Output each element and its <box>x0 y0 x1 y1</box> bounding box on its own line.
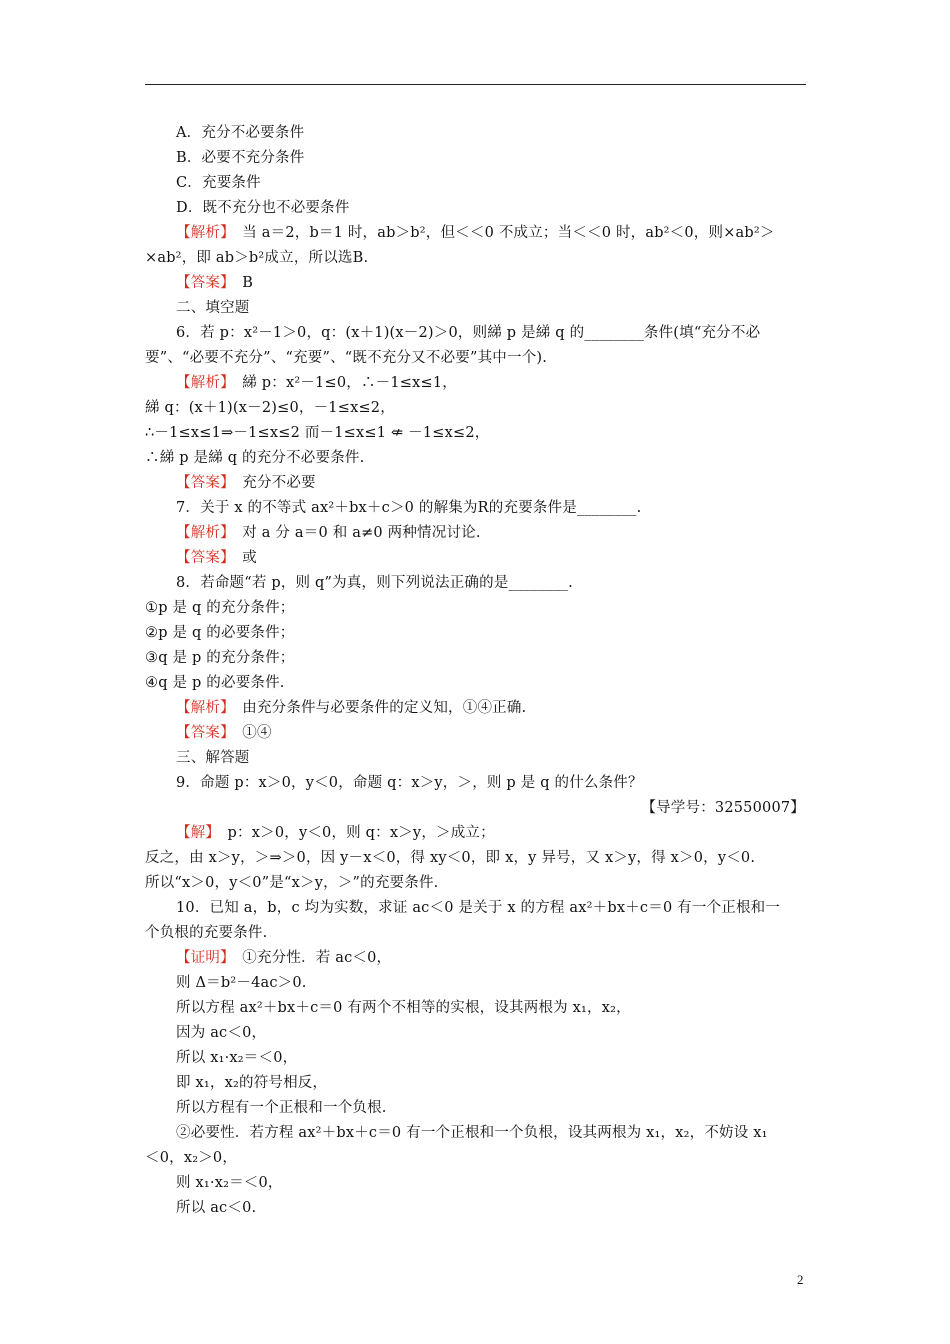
line-text: 因为 ac＜0， <box>176 1025 267 1041</box>
section-tag: 【答案】 <box>176 725 228 741</box>
text-line <box>176 1023 266 1043</box>
line-text: 【导学号：32550007】 <box>641 800 805 816</box>
line-text: 则 x₁·x₂＝＜0， <box>176 1175 283 1191</box>
line-text: p：x＞0，y＜0，则 q：x＞y，＞成立； <box>212 825 495 841</box>
text-line <box>176 1173 283 1193</box>
line-text: ④q 是 p 的必要条件. <box>145 675 285 691</box>
text-line <box>176 1198 256 1218</box>
line-text: 所以 ac＜0. <box>176 1200 257 1216</box>
text-line <box>145 923 267 943</box>
line-text: 所以“x＞0，y＜0”是“x＞y，＞”的充要条件. <box>145 875 439 891</box>
line-text: 或 <box>227 550 257 566</box>
text-line <box>145 423 489 443</box>
text-line <box>176 473 316 493</box>
line-text: ×ab²，即 ab＞b²成立，所以选B. <box>145 250 369 266</box>
text-line <box>176 273 253 293</box>
text-line <box>176 1048 297 1068</box>
section-tag: 【解析】 <box>176 375 228 391</box>
header-rule <box>145 84 806 85</box>
line-text: 当 a＝2，b＝1 时，ab＞b²，但＜＜0 不成立；当＜＜0 时，ab²＜0，则×ab²＞ <box>227 225 775 241</box>
line-text: 二、填空题 <box>176 300 250 316</box>
line-text: 要”、“必要不充分”、“充要”、“既不充分又不必要”其中一个). <box>145 350 548 366</box>
text-line <box>176 373 457 393</box>
text-line <box>176 1098 387 1118</box>
line-text: 綈 q：(x＋1)(x－2)≤0，－1≤x≤2， <box>145 400 395 416</box>
line-text: 所以方程 ax²＋bx＋c＝0 有两个不相等的实根，设其两根为 x₁，x₂， <box>176 1000 631 1016</box>
line-text: ∴綈 p 是綈 q 的充分不必要条件. <box>145 450 365 466</box>
line-text: 个负根的充要条件. <box>145 925 268 941</box>
line-text: B．必要不充分条件 <box>176 150 305 166</box>
page-number: 2 <box>797 1272 804 1287</box>
line-text: C．充要条件 <box>176 175 261 191</box>
line-text: 三、解答题 <box>176 750 250 766</box>
line-text: 所以 x₁·x₂＝＜0， <box>176 1050 298 1066</box>
section-tag: 【证明】 <box>176 950 228 966</box>
line-text: D．既不充分也不必要条件 <box>176 200 350 216</box>
text-line <box>176 948 391 968</box>
line-text: B <box>227 275 254 291</box>
text-line <box>176 573 573 593</box>
text-line <box>176 123 304 143</box>
text-line <box>176 773 643 793</box>
text-line <box>176 748 250 768</box>
text-line <box>176 223 775 243</box>
text-line <box>176 323 760 343</box>
text-line <box>145 448 364 468</box>
line-text: ①充分性．若 ac＜0， <box>227 950 392 966</box>
line-text: 所以方程有一个正根和一个负根. <box>176 1100 387 1116</box>
text-line <box>176 898 780 918</box>
line-text: 6．若 p：x²－1＞0，q：(x＋1)(x－2)＞0，则綈 p 是綈 q 的________条件(填“充分不必 <box>176 325 761 341</box>
line-text: A．充分不必要条件 <box>176 125 305 141</box>
line-text: ②必要性．若方程 ax²＋bx＋c＝0 有一个正根和一个负根，设其两根为 x₁，x₂，不妨设 x₁ <box>176 1125 768 1141</box>
line-text: 反之，由 x＞y，＞⇒＞0，因 y－x＜0，得 xy＜0，即 x，y 异号，又 x＞y，得 x＞0，y＜0. <box>145 850 756 866</box>
line-text: ①④ <box>227 725 272 741</box>
line-text: ∴－1≤x≤1⇒－1≤x≤2 而－1≤x≤1 ⇍ －1≤x≤2， <box>145 425 490 441</box>
line-text: 9．命题 p：x＞0，y＜0，命题 q：x＞y，＞，则 p 是 q 的什么条件？ <box>176 775 643 791</box>
line-text: 10．已知 a，b，c 均为实数，求证 ac＜0 是关于 x 的方程 ax²＋bx＋c＝0 有一个正根和一 <box>176 900 781 916</box>
line-text: ＜0，x₂＞0， <box>145 1150 238 1166</box>
text-line <box>176 698 526 718</box>
line-text: 8．若命题“若 p，则 q”为真，则下列说法正确的是________. <box>176 575 573 591</box>
text-line <box>176 148 304 168</box>
section-tag: 【答案】 <box>176 475 228 491</box>
text-line <box>176 498 641 518</box>
text-line <box>176 998 631 1018</box>
line-text: 綈 p：x²－1≤0，∴－1≤x≤1， <box>227 375 457 391</box>
text-line <box>176 973 307 993</box>
section-tag: 【解析】 <box>176 525 228 541</box>
text-line <box>145 348 547 368</box>
line-text: ②p 是 q 的必要条件； <box>145 625 295 641</box>
line-text: 7．关于 x 的不等式 ax²＋bx＋c＞0 的解集为R的充要条件是________. <box>176 500 642 516</box>
text-line <box>176 723 272 743</box>
text-line <box>145 598 295 618</box>
text-line <box>176 173 261 193</box>
text-line <box>145 648 295 668</box>
section-tag: 【答案】 <box>176 550 228 566</box>
text-line <box>145 1148 237 1168</box>
section-tag: 【解析】 <box>176 225 228 241</box>
text-line <box>176 823 495 843</box>
text-line <box>145 673 285 693</box>
line-text: 即 x₁，x₂的符号相反， <box>176 1075 328 1091</box>
line-text: 充分不必要 <box>227 475 316 491</box>
text-line <box>145 623 295 643</box>
line-text: ①p 是 q 的充分条件； <box>145 600 295 616</box>
text-line <box>145 248 368 268</box>
text-line <box>176 523 481 543</box>
section-tag: 【解析】 <box>176 700 228 716</box>
text-line <box>176 1123 768 1143</box>
text-line <box>176 1073 327 1093</box>
section-tag: 【答案】 <box>176 275 228 291</box>
text-line <box>641 798 805 818</box>
text-line <box>176 298 250 318</box>
line-text: 对 a 分 a＝0 和 a≠0 两种情况讨论. <box>227 525 481 541</box>
line-text: ③q 是 p 的充分条件； <box>145 650 295 666</box>
text-line <box>145 848 755 868</box>
line-text: 由充分条件与必要条件的定义知，①④正确. <box>227 700 527 716</box>
section-tag: 【解】 <box>176 825 213 841</box>
text-line <box>145 398 395 418</box>
text-line <box>145 873 438 893</box>
line-text: 则 Δ＝b²－4ac＞0. <box>176 975 307 991</box>
text-line <box>176 548 257 568</box>
text-line <box>176 198 350 218</box>
